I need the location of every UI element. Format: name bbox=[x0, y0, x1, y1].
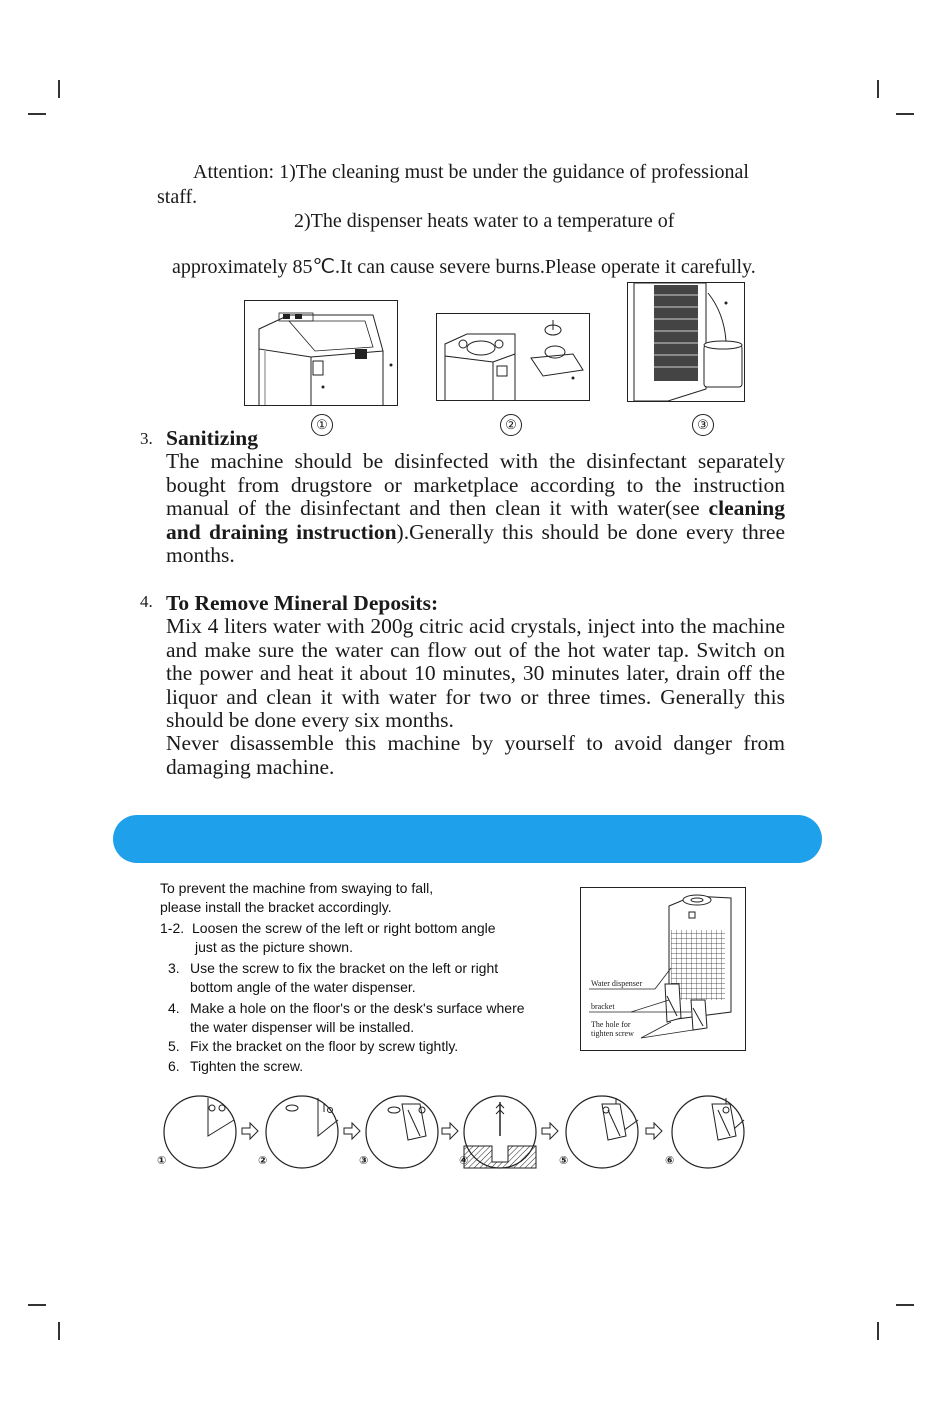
bracket-step-3-line2: bottom angle of the water dispenser. bbox=[190, 979, 416, 995]
bracket-intro-2: please install the bracket accordingly. bbox=[160, 899, 392, 915]
install-step-number-6: ⑥ bbox=[665, 1154, 675, 1167]
diagram-label-dispenser: Water dispenser bbox=[591, 979, 643, 988]
bracket-step-4-num: 4. bbox=[168, 1000, 180, 1016]
section-3-text bbox=[166, 450, 785, 568]
install-step-number-2: ② bbox=[258, 1154, 268, 1167]
section-banner bbox=[113, 815, 822, 863]
crop-mark bbox=[58, 1322, 60, 1340]
section-4-number: 4. bbox=[140, 592, 153, 611]
bracket-step-3-line1: Use the screw to fix the bracket on the left or right bbox=[190, 960, 499, 976]
install-step-number-3: ③ bbox=[359, 1154, 369, 1167]
crop-mark bbox=[28, 113, 46, 115]
diagram-label-hole-2: tighten screw bbox=[591, 1029, 634, 1038]
crop-mark bbox=[58, 80, 60, 98]
bracket-step-1-line1: Loosen the screw of the left or right bottom angle bbox=[192, 920, 496, 936]
attention-line1: Attention: 1)The cleaning must be under the guidance of professional bbox=[193, 161, 749, 183]
figure-2-tank-parts bbox=[436, 313, 590, 401]
crop-mark bbox=[28, 1304, 46, 1306]
install-step-number-4: ④ bbox=[459, 1154, 469, 1167]
arrow-icon bbox=[442, 1123, 458, 1139]
install-step-3 bbox=[366, 1096, 438, 1168]
install-step-number-5: ⑤ bbox=[559, 1154, 569, 1167]
section-4-para2: Never disassemble this machine by yourself to avoid danger from damaging machine. bbox=[166, 731, 785, 779]
attention-line2: 2)The dispenser heats water to a temperature of bbox=[294, 210, 675, 232]
arrow-icon bbox=[344, 1123, 360, 1139]
diagram-label-bracket: bracket bbox=[591, 1002, 615, 1011]
bracket-step-3-num: 3. bbox=[168, 960, 180, 976]
bracket-step-1-line2: just as the picture shown. bbox=[195, 939, 353, 955]
figure-label-1: ① bbox=[311, 414, 333, 436]
section-3-heading: Sanitizing bbox=[166, 426, 258, 450]
figure-1-dispenser-top bbox=[244, 300, 398, 406]
bracket-step-6-line1: Tighten the screw. bbox=[190, 1058, 304, 1074]
install-step-5 bbox=[566, 1096, 638, 1168]
install-step-2 bbox=[266, 1096, 338, 1168]
attention-line1b: staff. bbox=[157, 186, 198, 208]
install-step-number-1: ① bbox=[157, 1154, 167, 1167]
attention-line3: approximately 85℃.It can cause severe burns.Please operate it carefully. bbox=[172, 256, 756, 278]
bracket-step-4-line1: Make a hole on the floor's or the desk's surface where bbox=[190, 1000, 525, 1016]
section-4-para1: Mix 4 liters water with 200g citric acid crystals, inject into the machine and make sure the water can flow out of the hot water tap. Switch on the power and heat it about 10 minutes, 30 minutes later, drain off the liquor and clean it with water for two or three times. Generally this should be done every six months. bbox=[166, 614, 785, 732]
figure-label-3: ③ bbox=[692, 414, 714, 436]
section-4-heading: To Remove Mineral Deposits: bbox=[166, 591, 439, 615]
section-3-text-bold: cleaning and draining instruction bbox=[166, 496, 785, 544]
install-step-1 bbox=[164, 1096, 236, 1168]
crop-mark bbox=[896, 113, 914, 115]
section-3-number: 3. bbox=[140, 429, 153, 448]
arrow-icon bbox=[542, 1123, 558, 1139]
bracket-step-5-line1: Fix the bracket on the floor by screw tightly. bbox=[190, 1038, 459, 1054]
install-step-6 bbox=[672, 1096, 744, 1168]
section-3-text-post: ).Generally this should be done every three months. bbox=[166, 519, 785, 567]
figure-label-2: ② bbox=[500, 414, 522, 436]
install-step-4 bbox=[464, 1096, 536, 1168]
section-3-text-pre: The machine should be disinfected with the disinfectant separately bought from drugstore or marketplace according to the instruction manual of the disinfectant and then clean it with water(see bbox=[166, 449, 785, 520]
crop-mark bbox=[877, 80, 879, 98]
figure-3-draining bbox=[627, 282, 745, 402]
arrow-icon bbox=[242, 1123, 258, 1139]
diagram-label-hole-1: The hole for bbox=[591, 1020, 631, 1029]
bracket-intro-1: To prevent the machine from swaying to fall, bbox=[160, 880, 434, 896]
bracket-step-5-num: 5. bbox=[168, 1038, 180, 1054]
bracket-step-6-num: 6. bbox=[168, 1058, 180, 1074]
bracket-step-4-line2: the water dispenser will be installed. bbox=[190, 1019, 415, 1035]
crop-mark bbox=[877, 1322, 879, 1340]
crop-mark bbox=[896, 1304, 914, 1306]
arrow-icon bbox=[646, 1123, 662, 1139]
bracket-diagram bbox=[580, 887, 746, 1051]
bracket-step-1-num: 1-2. bbox=[160, 920, 185, 936]
